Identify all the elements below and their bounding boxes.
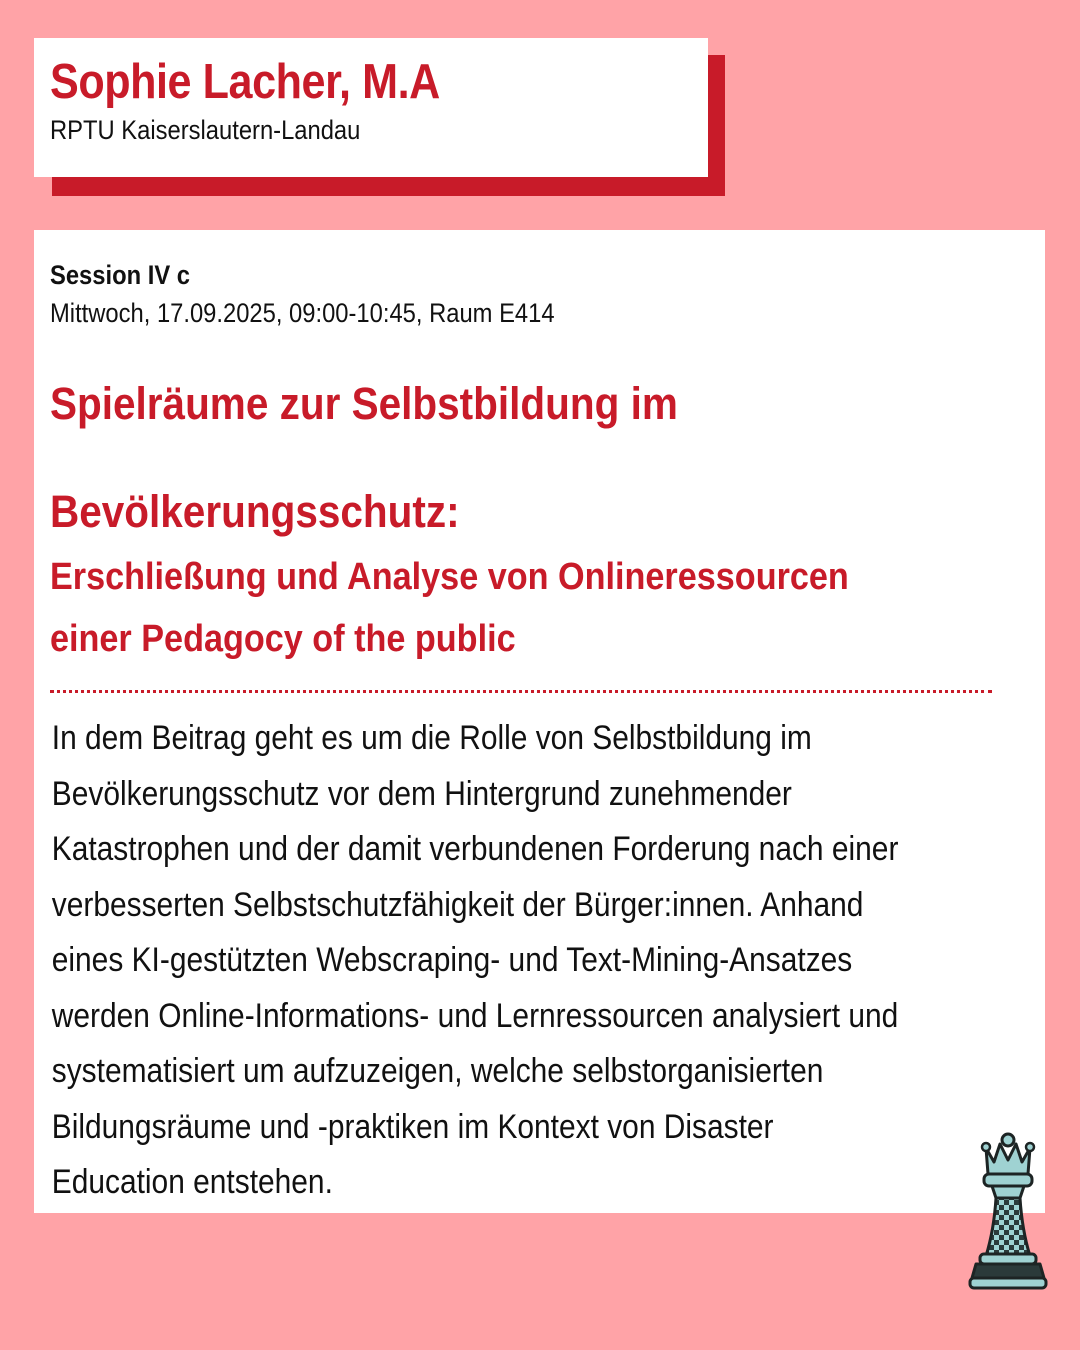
abstract-line: In dem Beitrag geht es um die Rolle von Selbstbildung im <box>51 719 812 757</box>
abstract-line: werden Online-Informations- und Lernressourcen analysiert und <box>51 996 899 1035</box>
dotted-divider <box>50 690 992 693</box>
talk-subtitle-line: einer Pedagocy of the public <box>50 618 516 660</box>
abstract-line: Education entstehen. <box>51 1163 333 1201</box>
talk-title-line: Bevölkerungsschutz: <box>50 486 460 537</box>
talk-subtitle-line: Erschließung und Analyse von Onlineressourcen <box>50 556 849 598</box>
talk-title-line: Spielräume zur Selbstbildung im <box>50 378 678 429</box>
content-card <box>34 230 1045 1213</box>
abstract-line: Bildungsräume und -praktiken im Kontext von Disaster <box>51 1107 774 1146</box>
talk-subtitle <box>50 546 1029 670</box>
chess-queen-icon <box>964 1130 1052 1295</box>
talk-title <box>50 370 1029 546</box>
speaker-name: Sophie Lacher, M.A <box>50 55 440 109</box>
abstract-text <box>50 711 976 1211</box>
session-meta: Mittwoch, 17.09.2025, 09:00-10:45, Raum E414 <box>50 298 555 328</box>
session-label: Session IV c <box>50 260 190 290</box>
abstract-line: Bevölkerungsschutz vor dem Hintergrund zunehmender <box>51 774 792 813</box>
abstract-line: Katastrophen und der damit verbundenen Forderung nach einer <box>51 830 899 868</box>
abstract-line: eines KI-gestützten Webscraping- und Text-Mining-Ansatzes <box>51 941 853 979</box>
speaker-card <box>34 38 708 177</box>
abstract-line: verbesserten Selbstschutzfähigkeit der Bürger:innen. Anhand <box>51 885 864 924</box>
speaker-affiliation: RPTU Kaiserslautern-Landau <box>50 115 361 145</box>
abstract-line: systematisiert um aufzuzeigen, welche selbstorganisierten <box>51 1052 824 1090</box>
